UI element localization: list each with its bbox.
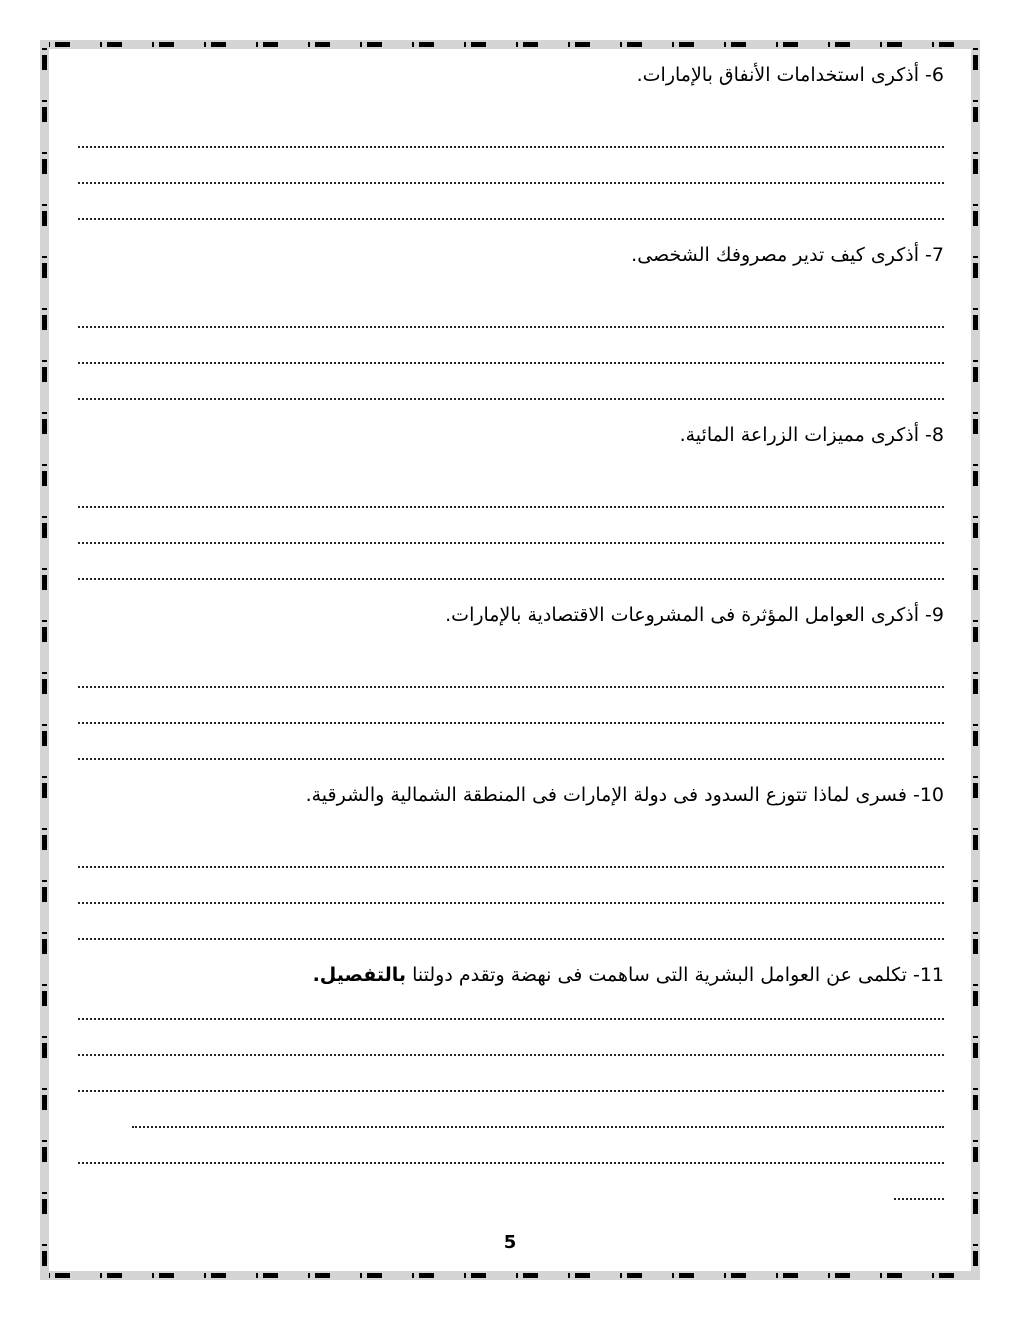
question-prompt: أذكرى العوامل المؤثرة فى المشروعات الاقتصادية بالإمارات. bbox=[445, 604, 919, 626]
answer-line[interactable] bbox=[78, 694, 944, 730]
question-end-punct: . bbox=[312, 964, 320, 986]
question-6 bbox=[78, 60, 944, 226]
border-left bbox=[40, 40, 49, 1280]
answer-line[interactable] bbox=[78, 478, 944, 514]
question-9-text bbox=[78, 600, 944, 630]
question-10-text bbox=[78, 780, 944, 810]
question-number: 11- bbox=[912, 964, 944, 986]
question-8 bbox=[78, 420, 944, 586]
border-right bbox=[971, 40, 980, 1280]
answer-line[interactable] bbox=[78, 658, 944, 694]
answer-line[interactable] bbox=[78, 838, 944, 874]
question-11 bbox=[78, 960, 944, 1206]
question-9 bbox=[78, 600, 944, 766]
worksheet-content bbox=[78, 60, 944, 1206]
answer-line[interactable] bbox=[78, 874, 944, 910]
question-prompt: أذكرى مميزات الزراعة المائية. bbox=[679, 424, 919, 446]
question-prompt: فسرى لماذا تتوزع السدود فى دولة الإمارات فى المنطقة الشمالية والشرقية. bbox=[305, 784, 907, 806]
question-number: 9- bbox=[925, 604, 944, 626]
answer-line[interactable] bbox=[78, 370, 944, 406]
answer-line[interactable] bbox=[78, 730, 944, 766]
answer-line[interactable] bbox=[78, 990, 944, 1026]
question-number: 10- bbox=[912, 784, 944, 806]
question-6-text bbox=[78, 60, 944, 90]
question-number: 8- bbox=[925, 424, 944, 446]
answer-line[interactable] bbox=[78, 298, 944, 334]
answer-line[interactable] bbox=[78, 1026, 944, 1062]
answer-line[interactable] bbox=[78, 1134, 944, 1170]
border-bottom bbox=[40, 1271, 980, 1280]
page-number: 5 bbox=[503, 1232, 517, 1253]
answer-line[interactable] bbox=[78, 118, 944, 154]
question-prompt: أذكرى كيف تدير مصروفك الشخصى. bbox=[631, 244, 919, 266]
answer-line[interactable] bbox=[78, 1098, 944, 1134]
question-number: 7- bbox=[925, 244, 944, 266]
question-11-text bbox=[78, 960, 944, 990]
answer-line[interactable] bbox=[78, 550, 944, 586]
question-prompt: تكلمى عن العوامل البشرية التى ساهمت فى نهضة وتقدم دولتنا bbox=[406, 964, 907, 986]
answer-line[interactable] bbox=[78, 514, 944, 550]
answer-line[interactable] bbox=[78, 334, 944, 370]
answer-line[interactable] bbox=[78, 154, 944, 190]
question-10 bbox=[78, 780, 944, 946]
question-prompt: أذكرى استخدامات الأنفاق بالإمارات. bbox=[636, 64, 919, 86]
question-7-text bbox=[78, 240, 944, 270]
question-number: 6- bbox=[925, 64, 944, 86]
answer-line[interactable] bbox=[78, 910, 944, 946]
question-7 bbox=[78, 240, 944, 406]
answer-line[interactable] bbox=[78, 1170, 944, 1206]
question-emphasis: بالتفصيل bbox=[319, 964, 407, 986]
answer-line[interactable] bbox=[78, 190, 944, 226]
border-top bbox=[40, 40, 980, 49]
question-8-text bbox=[78, 420, 944, 450]
answer-line[interactable] bbox=[78, 1062, 944, 1098]
